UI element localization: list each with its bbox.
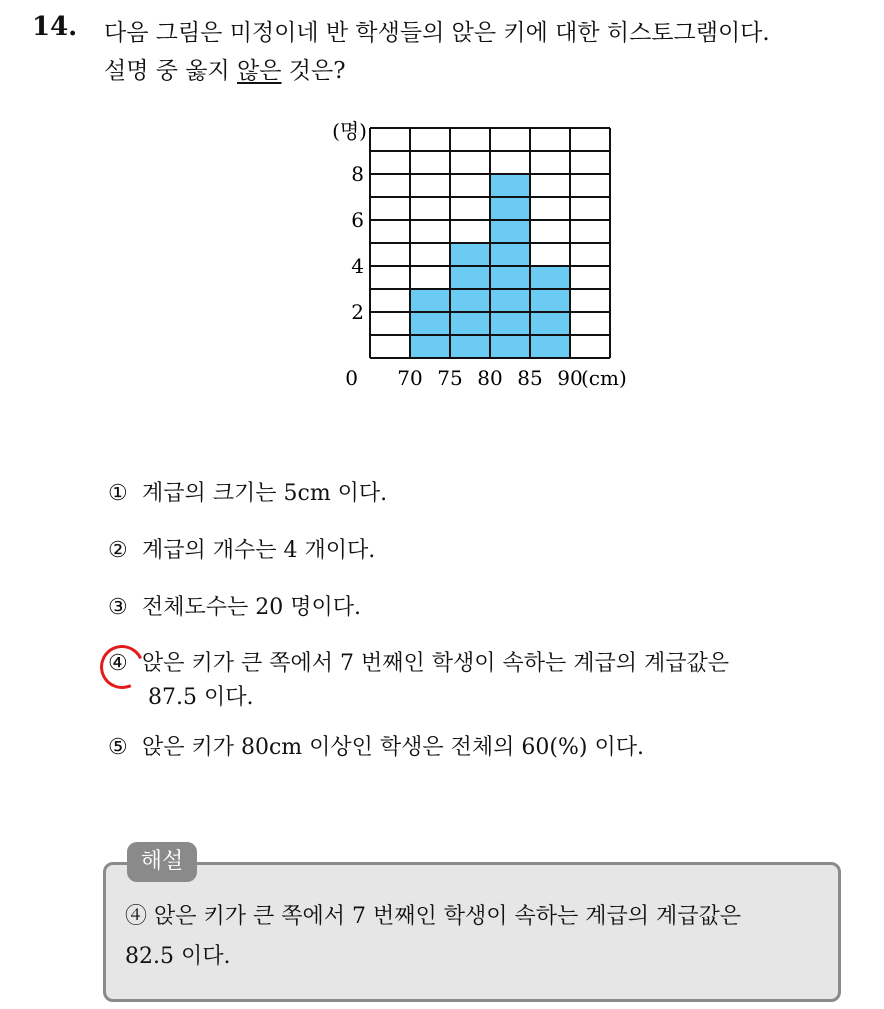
choice-2-text: 계급의 개수는 4 개이다. bbox=[142, 538, 376, 563]
question-line-2-pre: 설명 중 옳지 bbox=[104, 58, 238, 84]
choice-4-marker-glyph: ④ bbox=[108, 651, 128, 676]
histogram-chart bbox=[320, 115, 650, 390]
question-line-2-post: 것은? bbox=[281, 58, 346, 84]
choice-3-text: 전체도수는 20 명이다. bbox=[142, 595, 361, 620]
question-underlined-word: 않은 bbox=[237, 58, 282, 84]
histogram-bar-1 bbox=[410, 289, 450, 358]
solution-line-2: 82.5 이다. bbox=[125, 944, 231, 969]
x-tick-label: 75 bbox=[437, 366, 463, 390]
question-line-2 bbox=[104, 52, 884, 90]
y-axis-unit: (명) bbox=[332, 119, 367, 143]
answer-circle-mark bbox=[94, 639, 150, 695]
y-tick-label: 6 bbox=[351, 208, 364, 232]
choice-2-marker: ② bbox=[108, 538, 128, 563]
x-tick-label: 80 bbox=[477, 366, 503, 390]
histogram-bar-2 bbox=[450, 243, 490, 358]
choice-3-marker: ③ bbox=[108, 595, 128, 620]
solution-line-1: ④ 앉은 키가 큰 쪽에서 7 번째인 학생이 속하는 계급의 계급값은 bbox=[125, 904, 741, 929]
choice-1[interactable] bbox=[108, 476, 387, 507]
y-tick-label: 8 bbox=[351, 162, 364, 186]
choice-4-text: 앉은 키가 큰 쪽에서 7 번째인 학생이 속하는 계급의 계급값은 bbox=[142, 651, 729, 676]
x-axis-unit: (cm) bbox=[581, 366, 627, 390]
question-text bbox=[104, 14, 884, 90]
choice-3[interactable] bbox=[108, 590, 361, 621]
choice-4-continued: 87.5 이다. bbox=[148, 685, 254, 710]
solution-tag: 해설 bbox=[127, 842, 197, 882]
choice-5-marker: ⑤ bbox=[108, 735, 128, 760]
solution-text bbox=[125, 897, 825, 977]
x-tick-label: 85 bbox=[517, 366, 543, 390]
question-number: 14. bbox=[32, 12, 78, 42]
origin-label: 0 bbox=[345, 366, 358, 390]
x-tick-label: 70 bbox=[397, 366, 423, 390]
choice-5[interactable] bbox=[108, 730, 644, 761]
choice-2[interactable] bbox=[108, 533, 375, 564]
y-tick-label: 4 bbox=[351, 254, 364, 278]
x-tick-label: 90 bbox=[557, 366, 583, 390]
y-tick-label: 2 bbox=[351, 300, 364, 324]
choice-4[interactable] bbox=[108, 646, 729, 677]
choice-4-marker bbox=[108, 651, 142, 676]
choice-1-text: 계급의 크기는 5cm 이다. bbox=[142, 481, 388, 506]
choice-5-text: 앉은 키가 80cm 이상인 학생은 전체의 60(%) 이다. bbox=[142, 735, 644, 760]
question-line-1: 다음 그림은 미정이네 반 학생들의 앉은 키에 대한 히스토그램이다. bbox=[104, 20, 770, 46]
choice-1-marker: ① bbox=[108, 481, 128, 506]
